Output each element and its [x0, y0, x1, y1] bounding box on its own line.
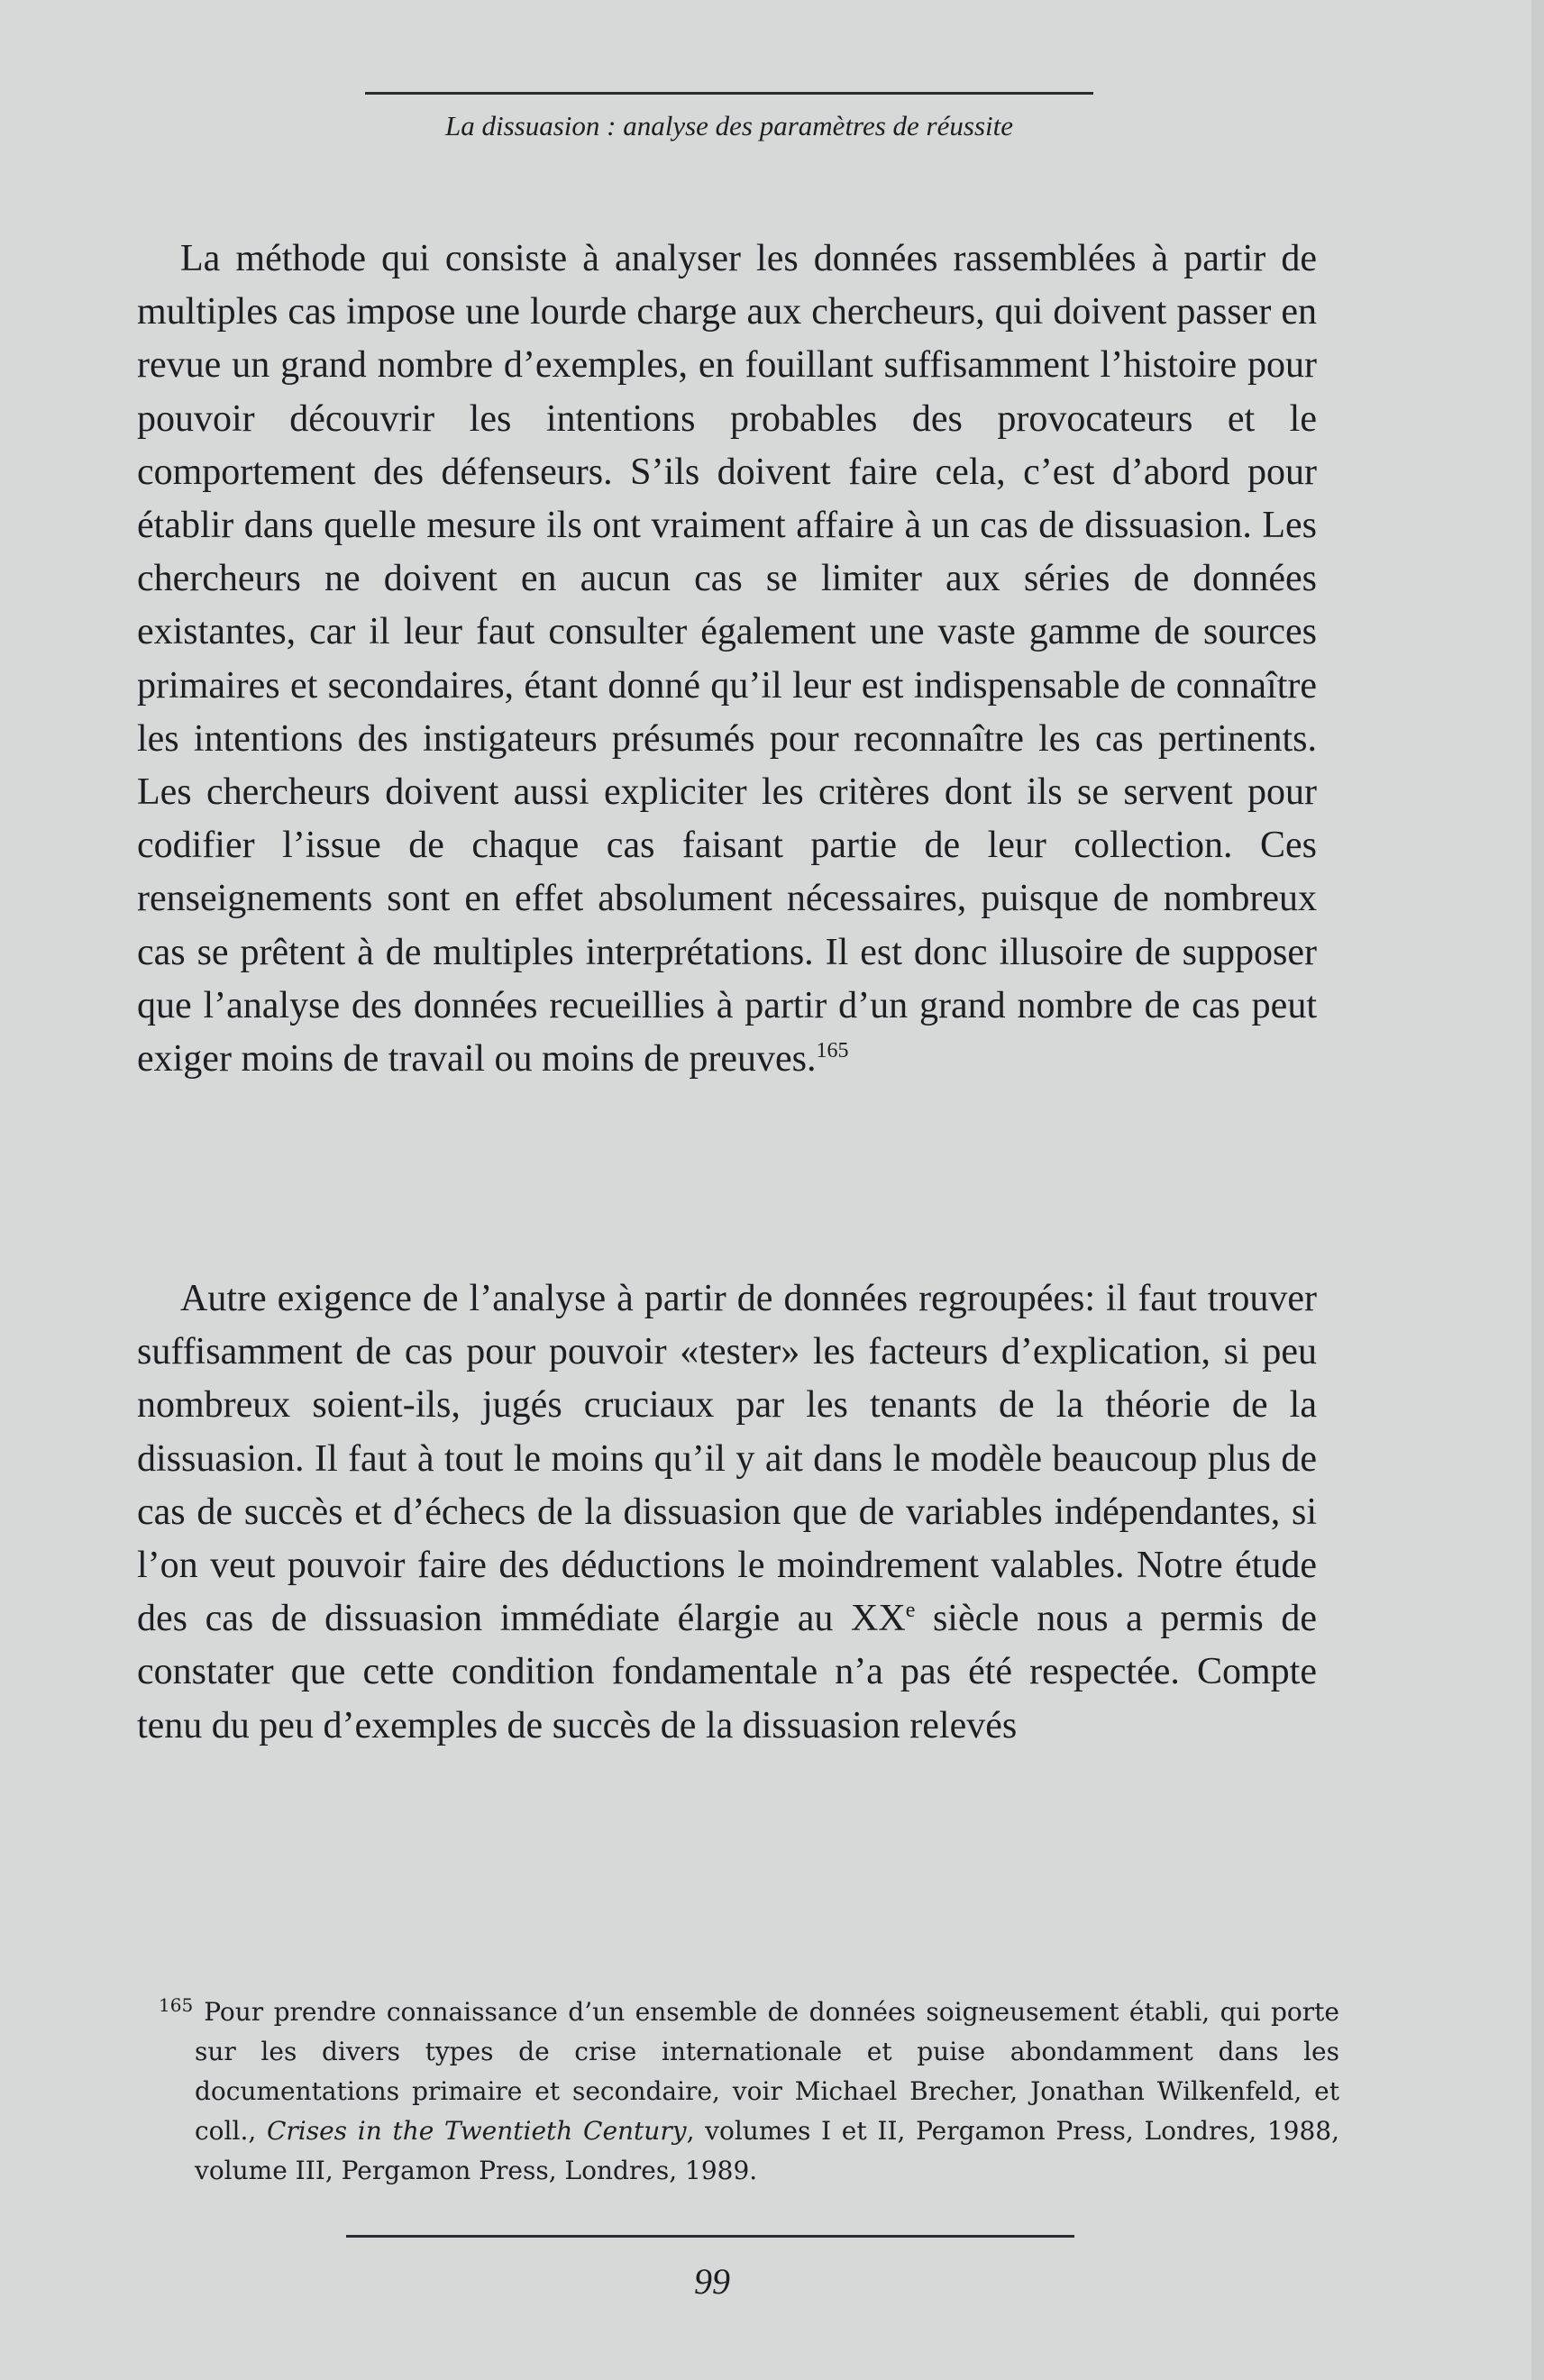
footnote-165	[159, 1992, 1339, 2191]
footnote-reference[interactable]: 165	[816, 1039, 849, 1063]
page-edge	[1531, 0, 1544, 2380]
paragraph-2-text-start: Autre exigence de l’analyse à partir de données regroupées: il faut trouver suffisamment de cas pour pouvoir «tester» les facteurs d’explication, si peu nombreux soient-ils, jugés cruciaux par les tenants de la théorie de la dissuasion. Il faut à tout le moins qu’il y ait dans le modèle beaucoup plus de cas de succès et d’échecs de la dissuasion que de variables indépendantes, si l’on veut pouvoir faire des déductions le moindrement valables. Notre étude des cas de dissuasion immédiate élargie au XX	[137, 1278, 1317, 1640]
footer-rule	[346, 2235, 1074, 2238]
running-head: La dissuasion : analyse des paramètres de réussite	[444, 110, 1013, 141]
footnote-text-start: Pour prendre connaissance d’un ensemble de données soigneusement établi, qui porte sur les divers types de crise internationale et puise abondamment dans les documentations primaire et secondaire, voir Michael Brecher, Jonathan Wilkenfeld, et coll.,	[195, 1997, 1339, 2146]
paragraph-2	[137, 1272, 1317, 1753]
footnote-text-end: , volumes I et II, Pergamon Press, Londres, 1988, volume III, Pergamon Press, Londres, 1989.	[195, 2116, 1340, 2185]
paragraph-1	[137, 233, 1317, 1086]
header-rule	[365, 92, 1093, 95]
paragraph-2-text-end: siècle nous a permis de constater que cette condition fondamentale n’a pas été respectée. Compte tenu du peu d’exemples de succès de la dissuasion relevés	[137, 1598, 1317, 1746]
page-number: 99	[694, 2261, 730, 2302]
footnote-number: 165	[159, 1993, 194, 2016]
footnote-book-title: Crises in the Twentieth Century	[266, 2116, 687, 2146]
paragraph-1-text: La méthode qui consiste à analyser les données rassemblées à partir de multiples cas impose une lourde charge aux chercheurs, qui doivent passer en revue un grand nombre d’exemples, en fouillant suffisamment l’histoire pour pouvoir découvrir les intentions probables des provocateurs et le comportement des défenseurs. S’ils doivent faire cela, c’est d’abord pour établir dans quelle mesure ils ont vraiment affaire à un cas de dissuasion. Les chercheurs ne doivent en aucun cas se limiter aux séries de données existantes, car il leur faut consulter également une vaste gamme de sources primaires et secondaires, étant donné qu’il leur est indispensable de connaître les intentions des instigateurs présumés pour reconnaître les cas pertinents. Les chercheurs doivent aussi expliciter les critères dont ils se servent pour codifier l’issue de chaque cas faisant partie de leur collection. Ces renseignements sont en effet absolument nécessaires, puisque de nombreux cas se prêtent à de multiples interprétations. Il est donc illusoire de supposer que l’analyse des données recueillies à partir d’un grand nombre de cas peut exiger moins de travail ou moins de preuves.	[137, 238, 1317, 1081]
century-superscript: e	[905, 1599, 916, 1623]
